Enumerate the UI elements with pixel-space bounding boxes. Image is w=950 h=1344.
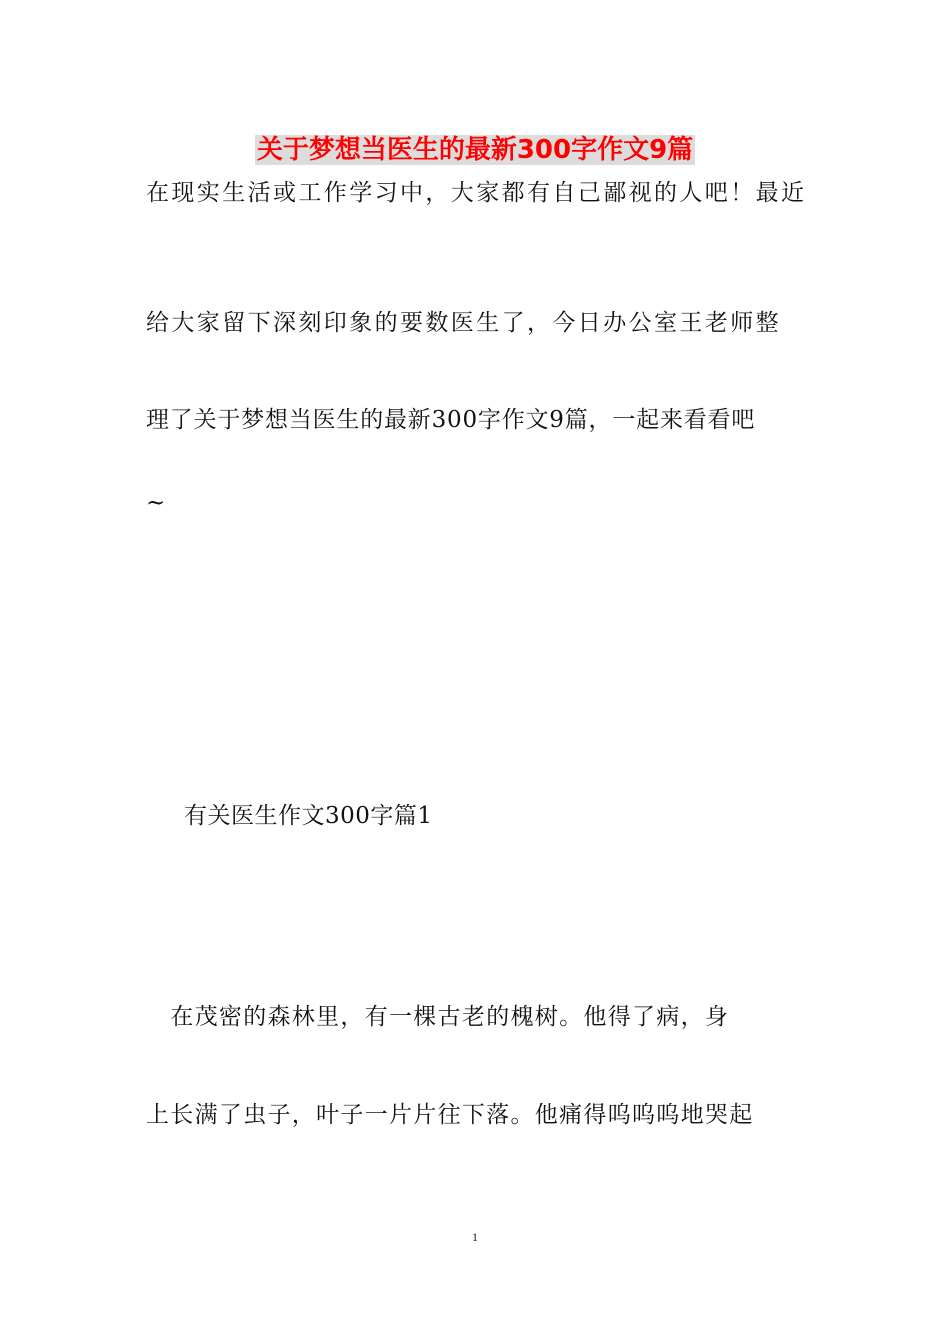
document-title bbox=[0, 133, 950, 167]
intro-line-1: 在现实生活或工作学习中，大家都有自己鄙视的人吧！最近 bbox=[146, 180, 807, 206]
document-title-text: 关于梦想当医生的最新300字作文9篇 bbox=[256, 135, 694, 165]
intro-line-4: ~ bbox=[146, 490, 167, 516]
body-line-2: 上长满了虫子，叶子一片片往下落。他痛得呜呜呜地哭起 bbox=[146, 1102, 754, 1128]
page-number: 1 bbox=[472, 1230, 478, 1244]
body-line-1: 在茂密的森林里，有一棵古老的槐树。他得了病，身 bbox=[146, 1004, 730, 1030]
intro-line-2: 给大家留下深刻印象的要数医生了，今日办公室王老师整 bbox=[146, 310, 781, 336]
section-heading: 有关医生作文300字篇1 bbox=[184, 803, 433, 829]
intro-line-3: 理了关于梦想当医生的最新300字作文9篇，一起来看看吧 bbox=[146, 407, 756, 433]
